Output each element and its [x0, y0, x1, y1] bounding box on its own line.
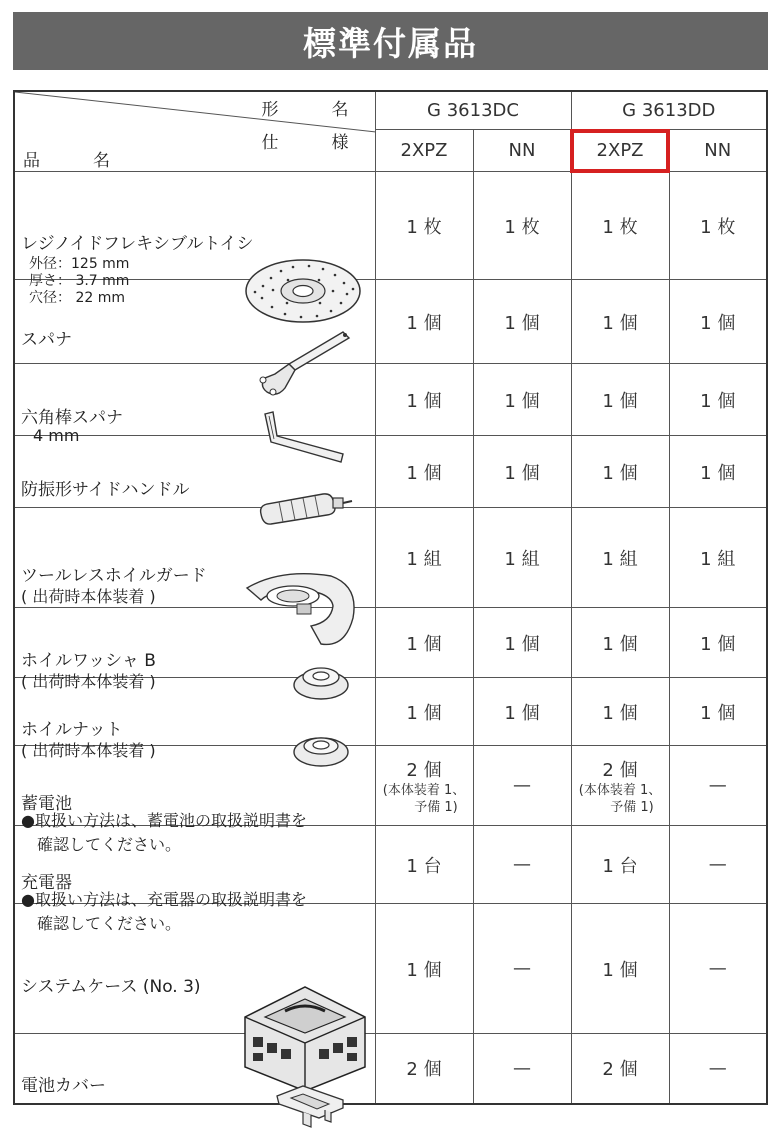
qty-cell: 1 個 [375, 608, 473, 678]
qty-cell: 1 枚 [669, 172, 767, 280]
disc-specs: 外径：125 mm 厚さ： 3.7 mm 穴径： 22 mm [29, 255, 130, 306]
qty-cell: 1 個 [473, 280, 571, 364]
item-name: 充電器 [21, 872, 72, 893]
item-name: ホイルワッシャ B [21, 650, 156, 671]
model-header-1: G 3613DC [375, 91, 571, 130]
item-name: スパナ [21, 329, 72, 350]
item-name: レジノイドフレキシブルトイシ [21, 233, 254, 254]
item-name: 防振形サイドハンドル [21, 479, 190, 500]
qty-cell: — [669, 1034, 767, 1104]
qty-cell: 1 個 [669, 280, 767, 364]
item-sub: ( 出荷時本体装着 ) [21, 671, 156, 691]
item-label: 品 名 [23, 151, 128, 171]
qty-cell: — [669, 746, 767, 826]
wheel-nut-icon [291, 722, 351, 770]
system-case-icon [241, 977, 369, 1093]
spec-label: 仕 様 [261, 133, 367, 153]
qty-cell: 1 個 [571, 436, 669, 508]
table-row [14, 608, 767, 678]
qty-cell: 1 個 [669, 364, 767, 436]
item-name: 電池カバー [21, 1076, 106, 1097]
qty-cell: 2 個 [375, 1034, 473, 1104]
side-handle-icon [253, 484, 353, 534]
qty-cell: 1 組 [375, 508, 473, 608]
qty-cell: 2 個 (本体装着 1、 予備 1) [571, 746, 669, 826]
qty-cell: 1 個 [571, 678, 669, 746]
qty-cell: 1 組 [571, 508, 669, 608]
qty-cell: 1 組 [473, 508, 571, 608]
model-label: 形 名 [261, 100, 367, 120]
qty-cell: 1 個 [669, 436, 767, 508]
qty-cell: — [473, 904, 571, 1034]
qty-cell: 1 個 [375, 364, 473, 436]
wheel-guard-icon [241, 566, 361, 652]
item-sub: ( 出荷時本体装着 ) [21, 586, 156, 606]
qty-cell: 1 個 [375, 280, 473, 364]
hex-key-icon [255, 408, 355, 464]
battery-cover-icon [273, 1080, 349, 1130]
qty-cell: — [473, 1034, 571, 1104]
header-corner [14, 91, 375, 172]
qty-cell: 1 個 [571, 904, 669, 1034]
table-row [14, 436, 767, 508]
qty-cell: 1 個 [473, 364, 571, 436]
model-header-2: G 3613DD [571, 91, 767, 130]
item-sub: ( 出荷時本体装着 ) [21, 740, 156, 760]
wheel-washer-icon [291, 655, 351, 703]
grinding-disc-icon [243, 256, 363, 326]
qty-cell: 1 個 [473, 608, 571, 678]
qty-cell: 1 組 [669, 508, 767, 608]
qty-cell: 1 個 [669, 678, 767, 746]
qty-cell: — [669, 904, 767, 1034]
qty-cell: 1 枚 [473, 172, 571, 280]
qty-cell: 2 個 (本体装着 1、 予備 1) [375, 746, 473, 826]
item-name: システムケース (No. 3) [21, 976, 201, 997]
qty-cell: 1 枚 [375, 172, 473, 280]
qty-cell: 1 個 [571, 364, 669, 436]
qty-cell: 1 個 [669, 608, 767, 678]
item-name: ホイルナット [21, 719, 123, 740]
qty-cell: 2 個 [571, 1034, 669, 1104]
qty-cell: 1 個 [375, 436, 473, 508]
spec-header-4: NN [669, 130, 767, 172]
table-row [14, 172, 767, 280]
qty-cell: 1 個 [571, 280, 669, 364]
table-row [14, 364, 767, 436]
qty-cell: — [473, 826, 571, 904]
qty-cell: 1 枚 [571, 172, 669, 280]
qty-cell: 1 個 [375, 678, 473, 746]
item-sub: 4 mm [33, 425, 80, 445]
item-name: 蓄電池 [21, 793, 72, 814]
table-row [14, 508, 767, 608]
qty-cell: — [473, 746, 571, 826]
spec-header-2: NN [473, 130, 571, 172]
spec-header-1: 2XPZ [375, 130, 473, 172]
qty-cell: 1 台 [571, 826, 669, 904]
item-name: ツールレスホイルガード [21, 565, 207, 586]
item-name: 六角棒スパナ [21, 407, 123, 428]
page-title: 標準付属品 [13, 12, 768, 70]
table-row [14, 1034, 767, 1104]
qty-cell: 1 個 [375, 904, 473, 1034]
accessories-table [13, 90, 768, 1105]
qty-cell: 1 台 [375, 826, 473, 904]
item-note: ●取扱い方法は、蓄電池の取扱説明書を 確認してください。 [21, 810, 307, 854]
qty-cell: 1 個 [473, 678, 571, 746]
spec-header-3-highlighted: 2XPZ [571, 130, 669, 172]
item-note: ●取扱い方法は、充電器の取扱説明書を 確認してください。 [21, 889, 307, 933]
qty-cell: 1 個 [571, 608, 669, 678]
qty-cell: 1 個 [473, 436, 571, 508]
qty-cell: — [669, 826, 767, 904]
spanner-icon [251, 328, 351, 402]
